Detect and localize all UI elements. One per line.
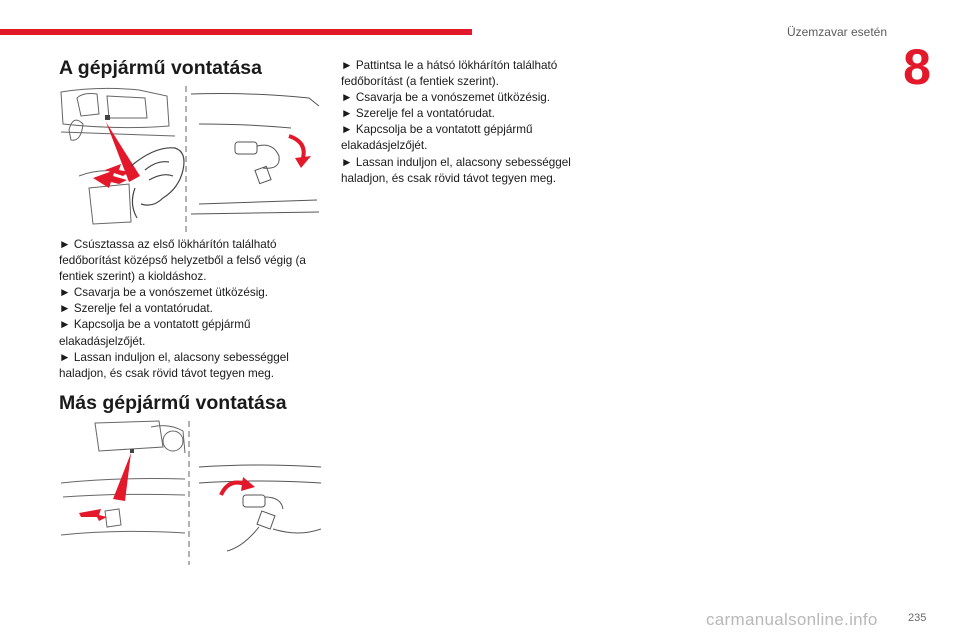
instruction-line: ► Csavarja be a vonószemet ütközésig. (341, 91, 551, 105)
tow-eye-hook (191, 94, 319, 215)
bumper-cover-slot (130, 449, 134, 453)
sliding-arrow (79, 509, 107, 521)
tow-eye-hook (199, 465, 321, 551)
instruction-line: ► Szerelje fel a vontatórudat. (59, 302, 213, 316)
instruction-line: ► Lassan induljon el, alacsony sebességgel (341, 155, 571, 169)
rotation-arrow-head (295, 156, 311, 168)
instructions-towing-other-vehicle (341, 58, 603, 187)
instruction-line: haladjon, és csak rövid távot tegyen meg. (341, 171, 557, 185)
bumper-cover-slot (105, 115, 110, 120)
page-number: 235 (908, 612, 927, 624)
watermark: carmanualsonline.info (706, 610, 878, 629)
instruction-line: haladjon, és csak rövid távot tegyen meg. (59, 366, 275, 380)
instruction-line: ► Pattintsa le a hátsó lökhárítón található (341, 59, 558, 72)
rotation-arrow-head (241, 477, 255, 491)
instruction-line: fentiek szerint) a kioldáshoz. (59, 270, 207, 284)
instruction-line: elakadásjelzőjét. (59, 334, 146, 348)
red-pointer-arrow (113, 453, 131, 501)
rotation-arrow (289, 136, 304, 158)
instruction-line: ► Csavarja be a vonószemet ütközésig. (59, 286, 269, 300)
chapter-number: 8 (903, 39, 931, 95)
front-bumper-panel (61, 88, 175, 224)
instruction-line: ► Lassan induljon el, alacsony sebességgel (59, 350, 289, 364)
heading-towing-other-vehicle: Más gépjármű vontatása (59, 392, 287, 414)
instruction-line: fedőborítást középső helyzetből a felső végig (a (59, 254, 306, 268)
instruction-line: fedőborítást (a fentiek szerint). (341, 75, 499, 89)
section-title: Üzemzavar esetén (786, 25, 887, 39)
instruction-line: ► Csúsztassa az első lökhárítón található (59, 238, 277, 251)
header-accent-bar (0, 29, 472, 35)
hand-sketch (131, 148, 184, 218)
rear-towing-illustration (59, 417, 321, 567)
instruction-line: ► Kapcsolja be a vontatott gépjármű (59, 318, 251, 332)
instruction-line: ► Kapcsolja be a vontatott gépjármű (341, 123, 533, 137)
heading-towing-own-vehicle: A gépjármű vontatása (59, 57, 262, 79)
front-towing-illustration (59, 84, 321, 232)
instruction-line: elakadásjelzőjét. (341, 139, 428, 153)
instructions-towing-own-vehicle (59, 237, 321, 382)
instruction-line: ► Szerelje fel a vontatórudat. (341, 107, 495, 121)
